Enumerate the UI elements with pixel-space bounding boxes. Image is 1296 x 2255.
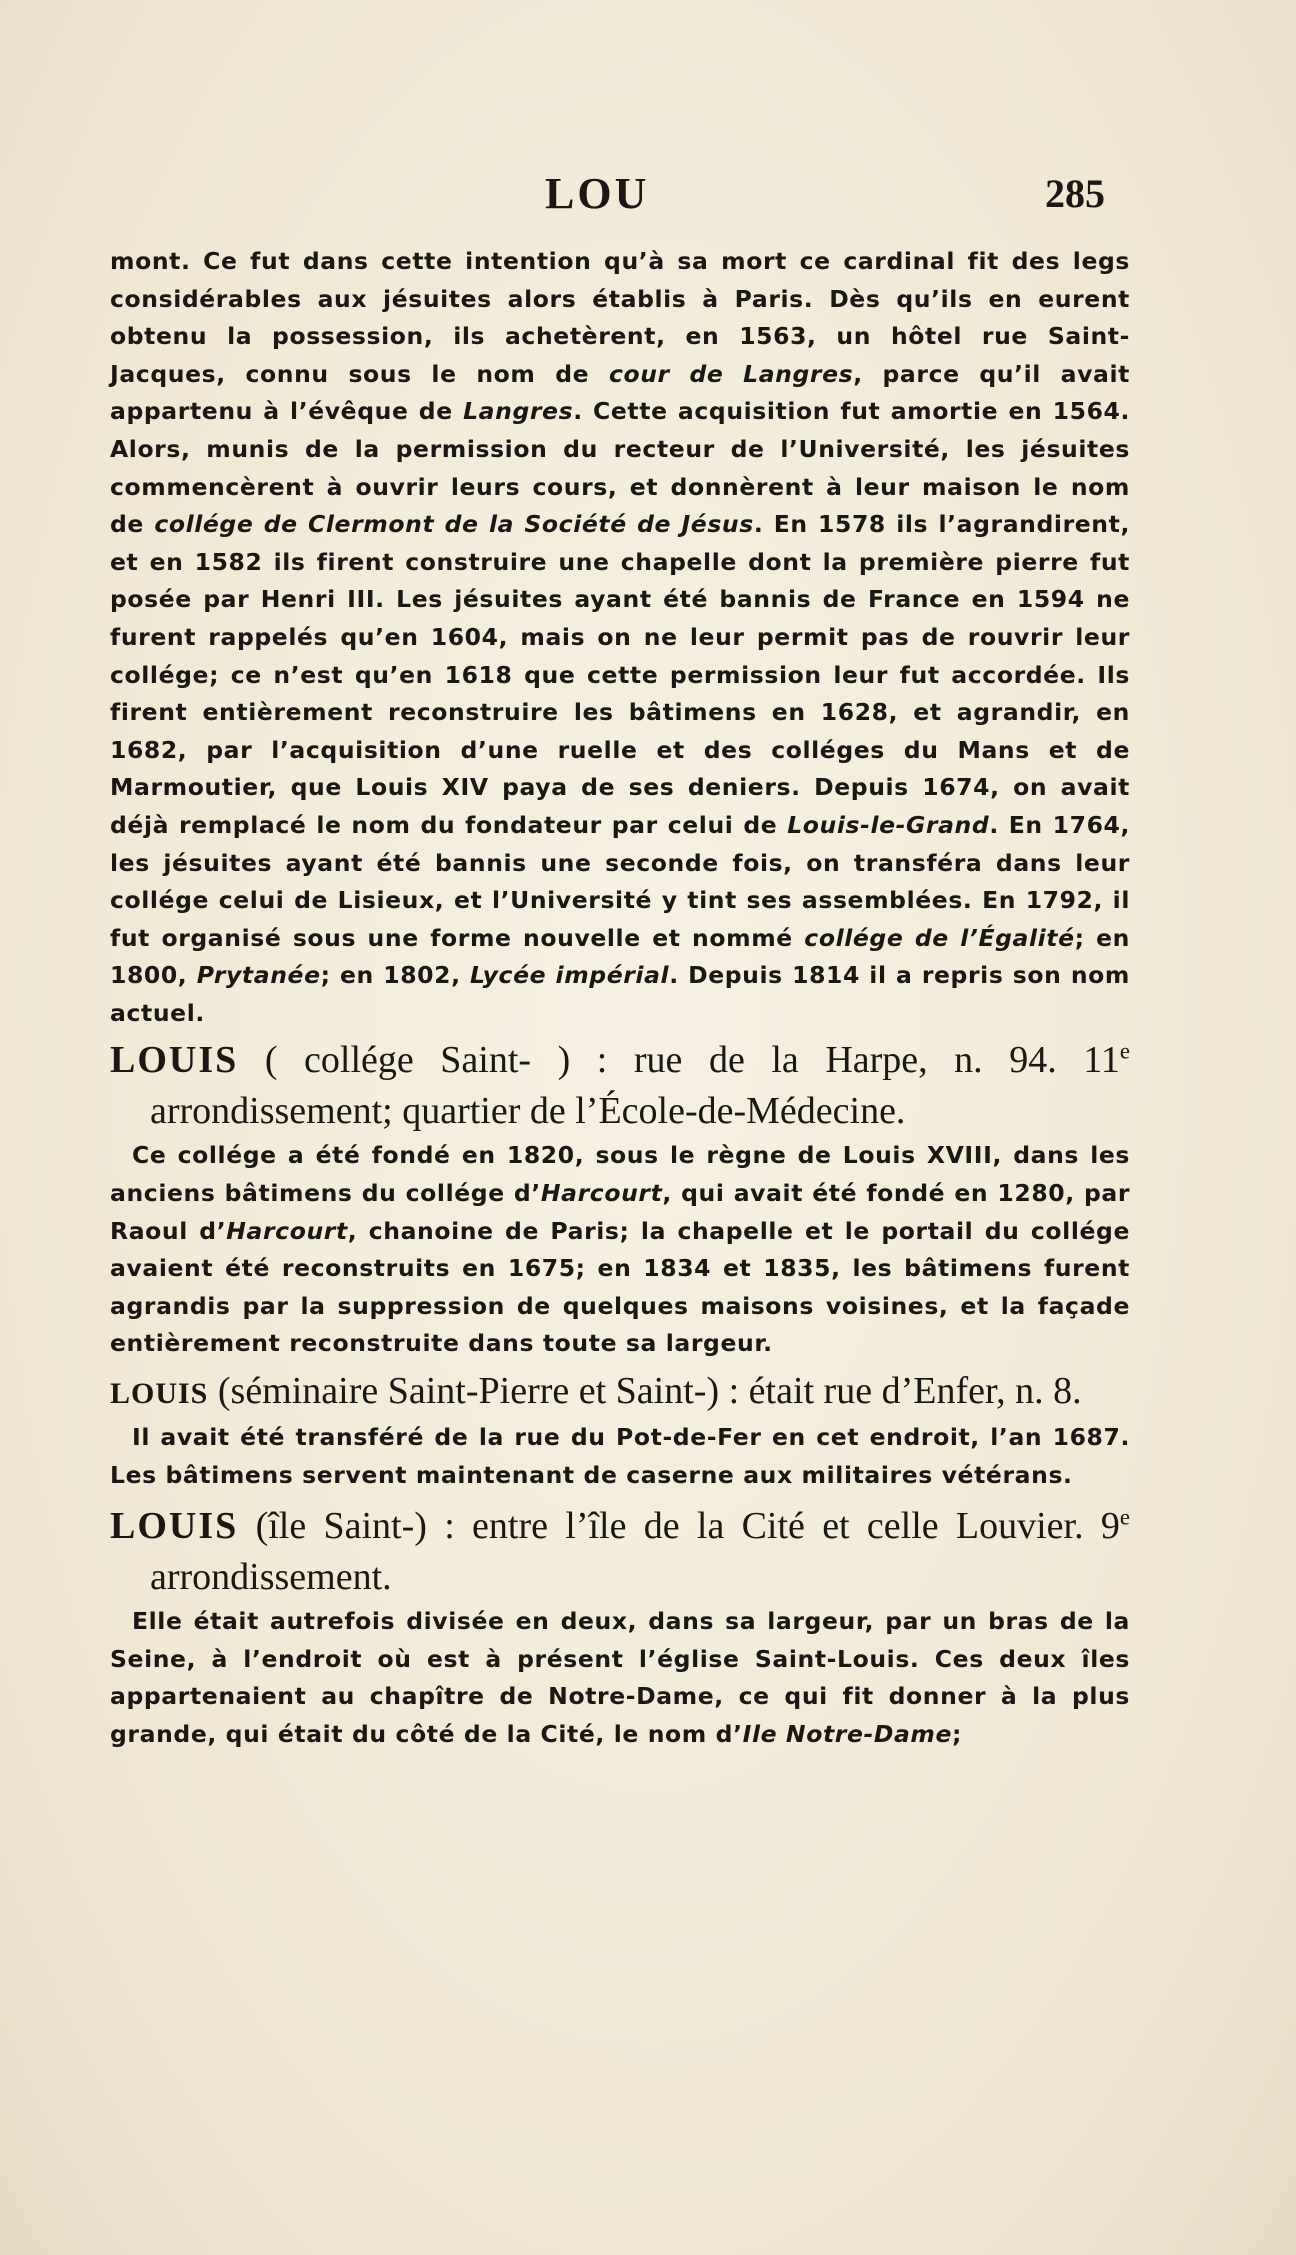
entry-seminaire-saint-louis: LOUIS (séminaire Saint-Pierre et Saint-) : était rue d’Enfer, n. 8. bbox=[110, 1370, 1082, 1413]
page-header bbox=[0, 168, 1296, 228]
entry-headword: LOUIS bbox=[110, 1505, 239, 1548]
paragraph-college-louis-le-grand-history: mont. Ce fut dans cette intention qu’à sa mort ce cardinal fit des legs considérables aux jésuites alors établis à Paris. Dès qu’ils en eurent obtenu la possession, ils achetèrent, en 1563, un hôtel rue Saint-Jacques, connu sous le nom de cour de Langres, parce qu’il avait appartenu à l’évêque de Langres. Cette acquisition fut amortie en 1564. Alors, munis de la permission du recteur de l’Université, les jésuites commencèrent à ouvrir leurs cours, et donnèrent à leur maison le nom de collége de Clermont de la Société de Jésus. En 1578 ils l’agrandirent, et en 1582 ils firent construire une chapelle dont la première pierre fut posée par Henri III. Les jésuites ayant été bannis de France en 1594 ne furent rappelés qu’en 1604, mais on ne leur permit pas de rouvrir leur collége; ce n’est qu’en 1618 que cette permission leur fut accordée. Ils firent entièrement reconstruire les bâtimens en 1628, et agrandir, en 1682, par l’acquisition d’une ruelle et des colléges du Mans et de Marmoutier, que Louis XIV paya de ses deniers. Depuis 1674, on avait déjà remplacé le nom du fondateur par celui de Louis-le-Grand. En 1764, les jésuites ayant été bannis une seconde fois, on transféra dans leur collége celui de Lisieux, et l’Université y tint ses assemblées. En 1792, il fut organisé sous une forme nouvelle et nommé collége de l’Égalité; en 1800, Prytanée; en 1802, Lycée impérial. Depuis 1814 il a repris son nom actuel. bbox=[110, 247, 1131, 1027]
paragraph-seminaire-saint-louis: Il avait été transféré de la rue du Pot-de-Fer en cet endroit, l’an 1687. Les bâtimens servent maintenant de caserne aux militaires vétérans. bbox=[110, 1423, 1130, 1489]
page-number: 285 bbox=[1045, 171, 1105, 216]
entry-headword: LOUIS bbox=[110, 1377, 209, 1411]
entry-headword: LOUIS bbox=[110, 1039, 239, 1082]
entry-college-saint-louis: LOUIS ( collége Saint- ) : rue de la Harpe, n. 94. 11e arrondissement; quartier de l’École-de-Médecine. bbox=[110, 1038, 1130, 1133]
running-head: LOU bbox=[545, 169, 650, 218]
entry-ile-saint-louis: LOUIS (île Saint-) : entre l’île de la Cité et celle Louvier. 9e arrondissement. bbox=[110, 1504, 1130, 1599]
page-body bbox=[110, 243, 1130, 1754]
paragraph-college-saint-louis: Ce collége a été fondé en 1820, sous le règne de Louis XVIII, dans les anciens bâtimens du collége d’Harcourt, qui avait été fondé en 1280, par Raoul d’Harcourt, chanoine de Paris; la chapelle et le portail du collége avaient été reconstruits en 1675; en 1834 et 1835, les bâtimens furent agrandis par la suppression de quelques maisons voisines, et la façade entièrement reconstruite dans toute sa largeur. bbox=[110, 1141, 1131, 1358]
paragraph-ile-saint-louis: Elle était autrefois divisée en deux, dans sa largeur, par un bras de la Seine, à l’endroit où est à présent l’église Saint-Louis. Ces deux îles appartenaient au chapître de Notre-Dame, ce qui fit donner à la plus grande, qui était du côté de la Cité, le nom d’Ile Notre-Dame; bbox=[110, 1607, 1130, 1748]
